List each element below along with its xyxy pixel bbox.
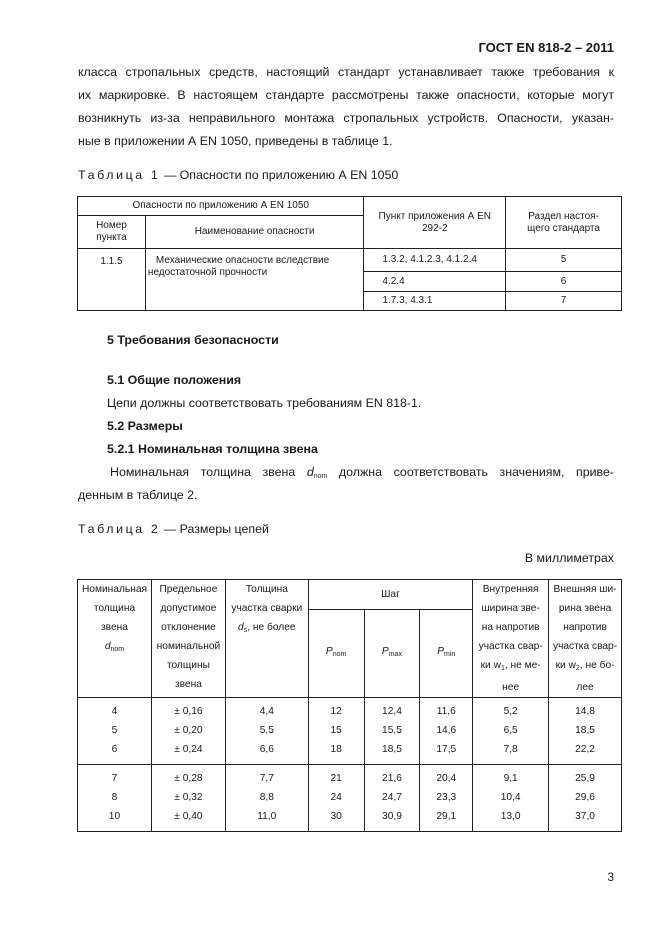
table-row — [78, 769, 622, 788]
intro-line: их маркировке. В настоящем стандарте рассмотрены также опасности, которые могут — [78, 88, 614, 102]
table1-col-section: Раздел настоя-щего стандарта — [506, 197, 622, 249]
para-line: Номинальная толщина звена $d_{nom}$ должна соответствовать значениям, приве- — [110, 465, 615, 480]
table-cell: 21,6 — [364, 769, 420, 788]
table-cell: 25,9 — [549, 769, 622, 788]
table2-caption-text: — Размеры цепей — [160, 522, 269, 536]
section-5-2-1-heading: 5.2.1 Номинальная толщина звена — [107, 442, 318, 456]
table-cell: ± 0,40 — [151, 807, 225, 826]
col-nominal-thickness: Номинальная толщина звена $d_{nom}$ — [78, 580, 152, 698]
page-number: 3 — [607, 870, 614, 884]
table-cell: 7,7 — [225, 769, 308, 788]
table-cell: 10,4 — [473, 788, 549, 807]
table-cell: 18 — [308, 740, 364, 759]
table-cell: 12,4 — [364, 702, 420, 721]
table-cell: 14,6 — [420, 721, 473, 740]
section-5-1-heading: 5.1 Общие положения — [107, 373, 242, 387]
col-inner-width: Внутренняя ширина зве- на напротив участка свар- ки $w_1$, не ме- нее — [473, 580, 549, 698]
col-weld-thickness: Толщина участка сварки $d_s$, не более — [225, 580, 308, 698]
table1-caption-prefix: Таблица 1 — [78, 168, 161, 182]
section-5-heading: 5 Требования безопасности — [107, 333, 279, 347]
table-cell: ± 0,20 — [151, 721, 225, 740]
table-cell: 18,5 — [549, 721, 622, 740]
table2-group-1 — [78, 698, 622, 765]
table-cell: 15,5 — [364, 721, 420, 740]
col-pitch-min: $P_{min}$ — [420, 609, 473, 697]
table-cell: 21 — [308, 769, 364, 788]
hazards-table — [77, 196, 622, 311]
table-cell: 5 — [78, 721, 152, 740]
col-pitch-max: $P_{max}$ — [364, 609, 420, 697]
table-cell: 13,0 — [473, 807, 549, 826]
chain-dimensions-table — [77, 579, 622, 832]
col-pitch-group: Шаг — [308, 580, 473, 610]
col-pitch-nom: $P_{nom}$ — [308, 609, 364, 697]
table-row — [78, 807, 622, 826]
table-cell: 29,6 — [549, 788, 622, 807]
section-5-2-heading: 5.2 Размеры — [107, 419, 183, 433]
table-cell: 6 — [78, 740, 152, 759]
table-cell: 5,5 — [225, 721, 308, 740]
table-cell: 18,5 — [364, 740, 420, 759]
table1-row-name: Механические опасности вследствие недостаточной прочности — [145, 249, 363, 311]
table1-clause-cell: 4.2.4 — [364, 272, 506, 292]
table-cell: 17,5 — [420, 740, 473, 759]
table-cell: 4,4 — [225, 702, 308, 721]
table-cell: 10 — [78, 807, 152, 826]
section-5-2-1-paragraph — [78, 461, 614, 507]
col-tolerance: Предельное допустимое отклонение номинальной толщины звена — [151, 580, 225, 698]
table1-caption — [78, 168, 398, 182]
table-cell: 14,8 — [549, 702, 622, 721]
table-cell: 6,6 — [225, 740, 308, 759]
table-cell: 11,6 — [420, 702, 473, 721]
table2-units: В миллиметрах — [524, 551, 614, 565]
table-cell: ± 0,28 — [151, 769, 225, 788]
table-cell: ± 0,24 — [151, 740, 225, 759]
table1-clause-cell: 1.7.3, 4.3.1 — [364, 292, 506, 311]
table-cell: 6,5 — [473, 721, 549, 740]
table-cell: 37,0 — [549, 807, 622, 826]
para-line: денным в таблице 2. — [78, 488, 198, 502]
table-row — [78, 740, 622, 759]
table-cell: 7,8 — [473, 740, 549, 759]
intro-line: ные в приложении А EN 1050, приведены в таблице 1. — [78, 134, 393, 148]
table1-section-cell: 6 — [506, 272, 622, 292]
table-cell: ± 0,32 — [151, 788, 225, 807]
table1-col-name: Наименование опасности — [145, 216, 363, 249]
table1-col-clause: Пункт приложения А EN 292-2 — [364, 197, 506, 249]
intro-line: возникнуть из-за неправильного монтажа стропальных устройств. Опасности, указан- — [78, 111, 614, 125]
table1-group-header: Опасности по приложению А EN 1050 — [78, 197, 364, 216]
table-cell: ± 0,16 — [151, 702, 225, 721]
table-cell: 5,2 — [473, 702, 549, 721]
table1-row-number: 1.1.5 — [78, 249, 146, 311]
table1-clause-cell: 1.3.2, 4.1.2.3, 4.1.2.4 — [364, 249, 506, 272]
table-cell: 30,9 — [364, 807, 420, 826]
table-cell: 30 — [308, 807, 364, 826]
table2-caption-prefix: Таблица 2 — [78, 522, 161, 536]
table-cell: 24,7 — [364, 788, 420, 807]
table-cell: 11,0 — [225, 807, 308, 826]
table2-caption — [78, 522, 269, 536]
table2-group-2 — [78, 765, 622, 832]
table1-section-cell: 7 — [506, 292, 622, 311]
table-cell: 22,2 — [549, 740, 622, 759]
table-cell: 7 — [78, 769, 152, 788]
table-cell: 29,1 — [420, 807, 473, 826]
table-cell: 20,4 — [420, 769, 473, 788]
table1-section-cell: 5 — [506, 249, 622, 272]
table-cell: 8 — [78, 788, 152, 807]
intro-line: класса стропальных средств, настоящий стандарт устанавливает также требования к — [78, 65, 614, 79]
table-cell: 9,1 — [473, 769, 549, 788]
table-cell: 4 — [78, 702, 152, 721]
table-cell: 12 — [308, 702, 364, 721]
table-cell: 24 — [308, 788, 364, 807]
table-cell: 15 — [308, 721, 364, 740]
table-row — [78, 721, 622, 740]
table-row — [78, 702, 622, 721]
section-5-1-text: Цепи должны соответствовать требованиям EN 818-1. — [107, 396, 422, 410]
intro-paragraph — [78, 61, 614, 153]
col-outer-width: Внешняя ши- рина звена напротив участка свар- ки $w_2$, не бо- лее — [549, 580, 622, 698]
table1-col-number: Номер пункта — [78, 216, 146, 249]
table-cell: 8,8 — [225, 788, 308, 807]
table1-caption-text: — Опасности по приложению А EN 1050 — [160, 168, 399, 182]
table-cell: 23,3 — [420, 788, 473, 807]
document-id-header: ГОСТ EN 818-2 – 2011 — [478, 40, 614, 55]
table-row — [78, 788, 622, 807]
